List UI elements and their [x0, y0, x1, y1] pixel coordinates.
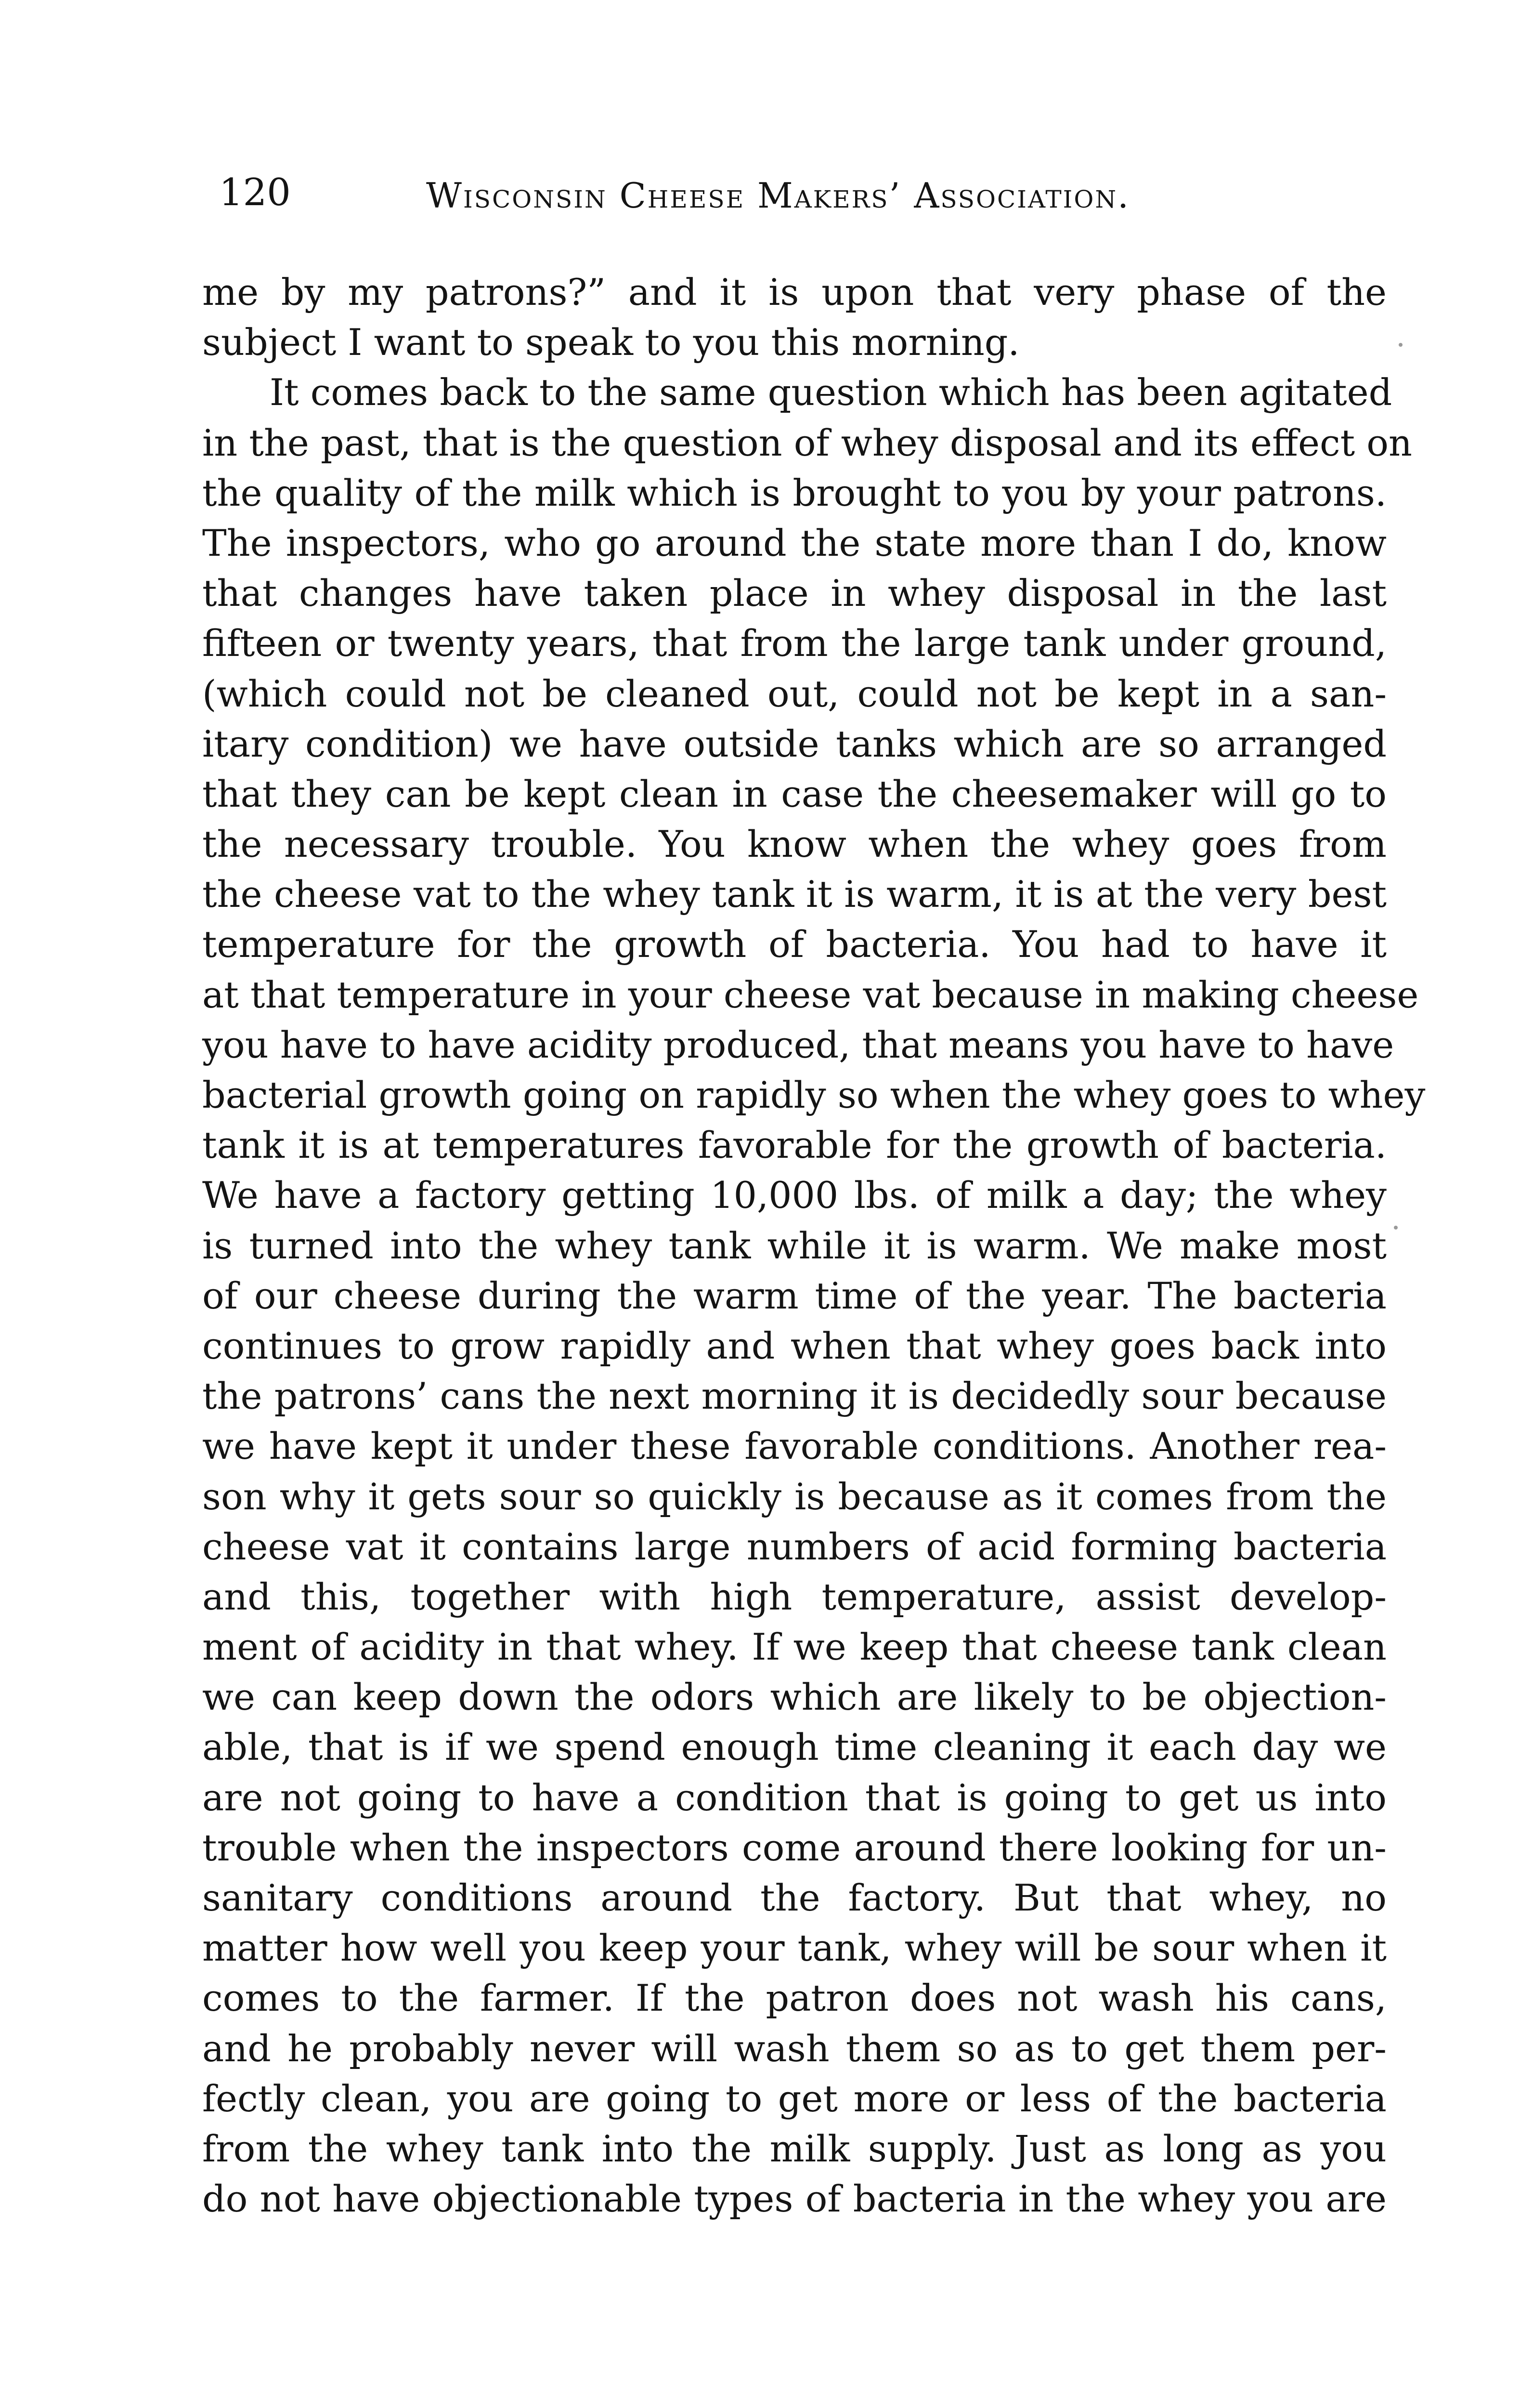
text-line: itary condition) we have outside tanks which are so arranged — [202, 722, 1387, 765]
text-line: ment of acidity in that whey. If we keep that cheese tank clean — [202, 1625, 1387, 1669]
running-title: Wisconsin Cheese Makers’ Association. — [426, 175, 1130, 216]
text-line: comes to the farmer. If the patron does not wash his cans, — [202, 1976, 1387, 2020]
text-line: matter how well you keep your tank, whey will be sour when it — [202, 1926, 1387, 1970]
text-line: at that temperature in your cheese vat because in making cheese — [202, 973, 1419, 1016]
text-line: able, that is if we spend enough time cleaning it each day we — [202, 1726, 1387, 1769]
page-number: 120 — [219, 171, 291, 214]
scan-speck — [1394, 1226, 1398, 1230]
text-line: and he probably never will wash them so as to get them per- — [202, 2027, 1387, 2070]
text-line: are not going to have a condition that is going to get us into — [202, 1776, 1387, 1819]
text-line: temperature for the growth of bacteria. You had to have it — [202, 923, 1387, 966]
text-line: tank it is at temperatures favorable for the growth of bacteria. — [202, 1124, 1387, 1167]
text-line: in the past, that is the question of whey disposal and its effect on — [202, 421, 1412, 464]
text-line: we have kept it under these favorable conditions. Another rea- — [202, 1425, 1387, 1468]
text-line: the cheese vat to the whey tank it is warm, it is at the very best — [202, 873, 1387, 916]
text-line: fectly clean, you are going to get more or less of the bacteria — [202, 2077, 1387, 2120]
body-text — [202, 267, 1426, 2224]
text-line: is turned into the whey tank while it is warm. We make most — [202, 1224, 1387, 1267]
text-line: you have to have acidity produced, that means you have to have — [202, 1023, 1394, 1066]
text-line: that changes have taken place in whey disposal in the last — [202, 572, 1387, 615]
text-line: cheese vat it contains large numbers of acid forming bacteria — [202, 1525, 1387, 1568]
text-line: the necessary trouble. You know when the whey goes from — [202, 823, 1387, 866]
page-header — [219, 169, 1384, 226]
text-line: It comes back to the same question which has been agitated — [270, 371, 1392, 414]
text-line: (which could not be cleaned out, could not be kept in a san- — [202, 672, 1387, 715]
text-line: that they can be kept clean in case the cheesemaker will go to — [202, 772, 1387, 815]
text-line: We have a factory getting 10,000 lbs. of milk a day; the whey — [202, 1174, 1387, 1217]
text-line: the quality of the milk which is brought to you by your patrons. — [202, 471, 1387, 514]
text-line: trouble when the inspectors come around there looking for un- — [202, 1826, 1387, 1869]
text-line: we can keep down the odors which are likely to be objection- — [202, 1675, 1387, 1719]
text-line: from the whey tank into the milk supply. Just as long as you — [202, 2127, 1387, 2170]
text-line: of our cheese during the warm time of the year. The bacteria — [202, 1274, 1387, 1317]
text-line: and this, together with high temperature, assist develop- — [202, 1575, 1387, 1618]
text-line: the patrons’ cans the next morning it is decidedly sour because — [202, 1374, 1387, 1418]
text-line: subject I want to speak to you this morning. — [202, 321, 1020, 364]
text-line: fifteen or twenty years, that from the large tank under ground, — [202, 622, 1387, 665]
text-line: bacterial growth going on rapidly so when the whey goes to whey — [202, 1073, 1426, 1116]
scan-speck — [1399, 343, 1403, 347]
text-line: sanitary conditions around the factory. But that whey, no — [202, 1876, 1387, 1919]
text-line: son why it gets sour so quickly is because as it comes from the — [202, 1475, 1387, 1518]
text-line: continues to grow rapidly and when that whey goes back into — [202, 1324, 1387, 1367]
text-line: do not have objectionable types of bacteria in the whey you are — [202, 2177, 1387, 2221]
text-line: The inspectors, who go around the state more than I do, know — [202, 521, 1387, 564]
text-line: me by my patrons?” and it is upon that very phase of the — [202, 271, 1387, 314]
